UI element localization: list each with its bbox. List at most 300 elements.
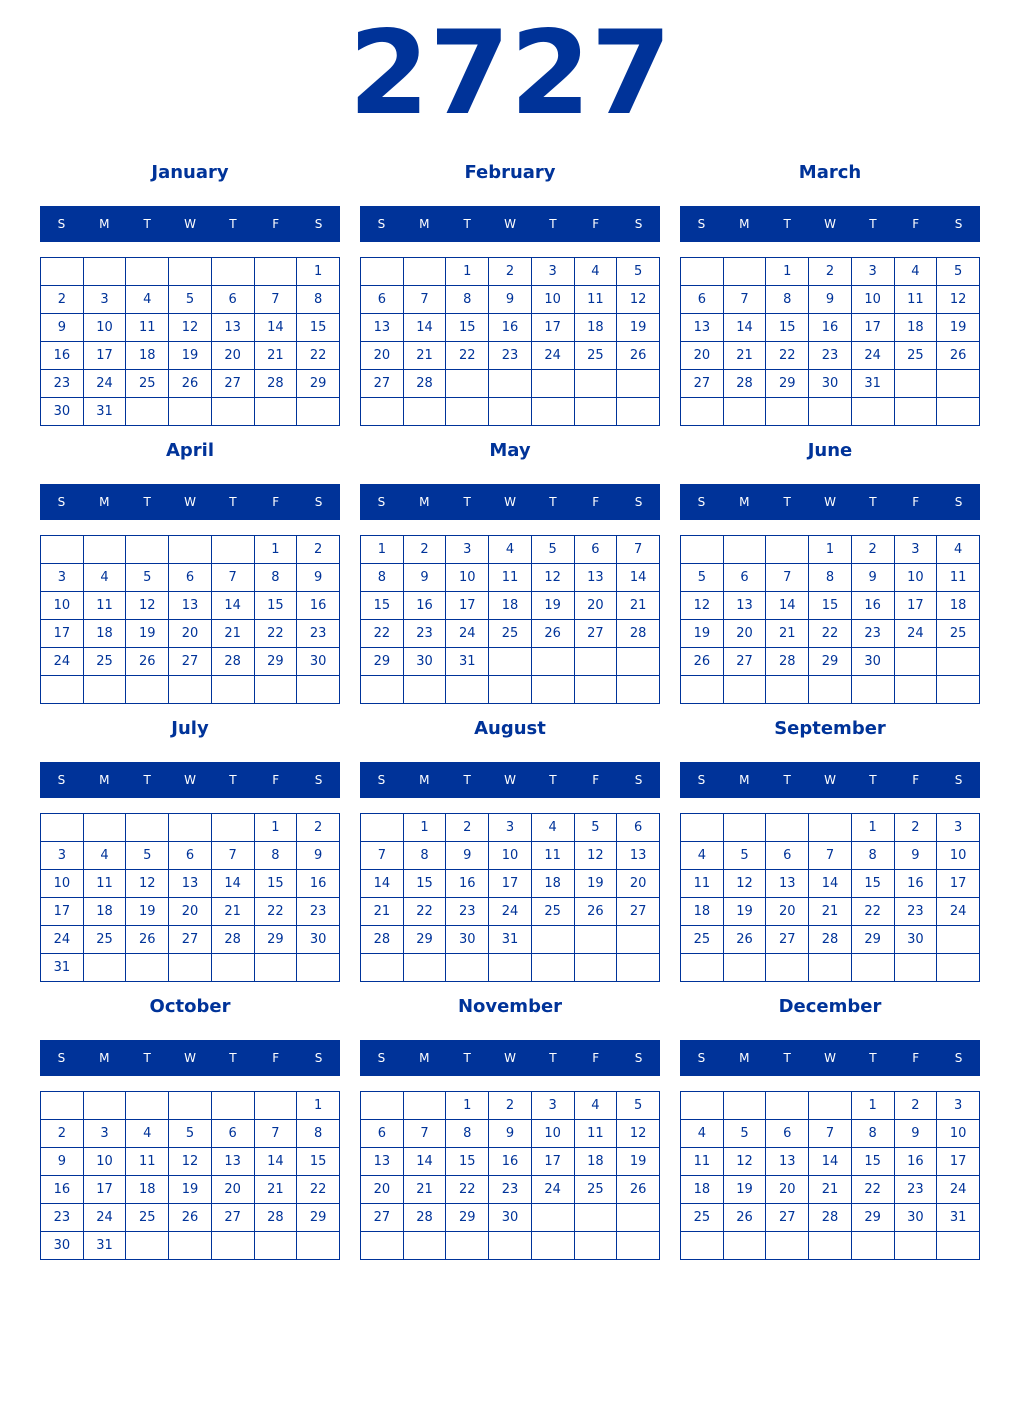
- empty-day-cell: [723, 536, 766, 564]
- empty-day-cell: [403, 1092, 446, 1120]
- day-grid: [680, 535, 980, 704]
- month-name: August: [474, 718, 546, 739]
- day-cell: 5: [169, 286, 212, 314]
- empty-day-cell: [489, 648, 532, 676]
- weekday-label: T: [783, 773, 791, 787]
- day-cell: 30: [41, 398, 84, 426]
- day-cell: 20: [211, 342, 254, 370]
- week-row: [41, 620, 340, 648]
- empty-day-cell: [809, 814, 852, 842]
- day-cell: 8: [403, 842, 446, 870]
- week-row: [41, 814, 340, 842]
- empty-day-cell: [169, 676, 212, 704]
- day-cell: 4: [126, 1120, 169, 1148]
- day-cell: 14: [254, 1148, 297, 1176]
- day-cell: 31: [83, 398, 126, 426]
- day-cell: 29: [361, 648, 404, 676]
- empty-day-cell: [361, 1232, 404, 1260]
- empty-day-cell: [894, 398, 937, 426]
- day-cell: 12: [681, 592, 724, 620]
- week-row: [361, 1232, 660, 1260]
- day-cell: 23: [446, 898, 489, 926]
- empty-day-cell: [361, 1092, 404, 1120]
- day-cell: 17: [531, 314, 574, 342]
- weekday-label: S: [57, 495, 66, 509]
- day-cell: 22: [766, 342, 809, 370]
- empty-day-cell: [211, 954, 254, 982]
- day-cell: 19: [126, 620, 169, 648]
- week-row: [41, 676, 340, 704]
- day-cell: 13: [574, 564, 617, 592]
- empty-day-cell: [574, 676, 617, 704]
- weekday-label: T: [463, 1051, 471, 1065]
- day-grid: [680, 1091, 980, 1260]
- week-row: [681, 1204, 980, 1232]
- day-cell: 21: [809, 1176, 852, 1204]
- weekday-label: S: [634, 217, 643, 231]
- week-row: [361, 342, 660, 370]
- month-name: July: [171, 718, 209, 739]
- week-row: [681, 842, 980, 870]
- weekday-label: T: [463, 217, 471, 231]
- weekday-label: M: [99, 495, 110, 509]
- week-row: [41, 954, 340, 982]
- week-row: [361, 870, 660, 898]
- day-cell: 2: [41, 1120, 84, 1148]
- day-cell: 27: [681, 370, 724, 398]
- week-row: [681, 1176, 980, 1204]
- empty-day-cell: [617, 926, 660, 954]
- day-cell: 31: [83, 1232, 126, 1260]
- day-cell: 16: [41, 1176, 84, 1204]
- day-cell: 14: [617, 564, 660, 592]
- day-cell: 24: [41, 926, 84, 954]
- weekday-label: M: [419, 217, 430, 231]
- day-cell: 7: [211, 564, 254, 592]
- empty-day-cell: [169, 536, 212, 564]
- weekday-label: S: [697, 773, 706, 787]
- week-row: [41, 1120, 340, 1148]
- empty-day-cell: [937, 1232, 980, 1260]
- empty-day-cell: [894, 648, 937, 676]
- week-row: [361, 398, 660, 426]
- day-cell: 3: [851, 258, 894, 286]
- day-grid: [40, 535, 340, 704]
- day-cell: 27: [617, 898, 660, 926]
- week-row: [361, 1204, 660, 1232]
- empty-day-cell: [617, 398, 660, 426]
- weekday-label: W: [824, 773, 836, 787]
- empty-day-cell: [574, 1204, 617, 1232]
- empty-day-cell: [211, 1232, 254, 1260]
- weekday-label: M: [419, 1051, 430, 1065]
- day-cell: 20: [723, 620, 766, 648]
- empty-day-cell: [766, 1232, 809, 1260]
- day-cell: 26: [169, 370, 212, 398]
- day-cell: 3: [83, 1120, 126, 1148]
- week-row: [681, 1092, 980, 1120]
- empty-day-cell: [211, 536, 254, 564]
- day-cell: 6: [361, 1120, 404, 1148]
- empty-day-cell: [211, 814, 254, 842]
- day-cell: 1: [254, 814, 297, 842]
- week-row: [681, 676, 980, 704]
- day-cell: 5: [126, 564, 169, 592]
- month-name: November: [457, 996, 563, 1017]
- day-cell: 4: [574, 1092, 617, 1120]
- empty-day-cell: [574, 1232, 617, 1260]
- week-row: [361, 1092, 660, 1120]
- day-cell: 29: [297, 370, 340, 398]
- day-cell: 29: [851, 1204, 894, 1232]
- day-cell: 11: [126, 314, 169, 342]
- empty-day-cell: [766, 398, 809, 426]
- day-cell: 11: [894, 286, 937, 314]
- month-name: February: [464, 162, 556, 183]
- empty-day-cell: [297, 954, 340, 982]
- weekday-label: S: [634, 1051, 643, 1065]
- week-row: [681, 398, 980, 426]
- day-cell: 25: [574, 342, 617, 370]
- weekday-label: S: [954, 495, 963, 509]
- weekday-label: F: [912, 773, 920, 787]
- week-row: [41, 536, 340, 564]
- weekday-label: T: [143, 1051, 151, 1065]
- empty-day-cell: [809, 1232, 852, 1260]
- day-cell: 12: [937, 286, 980, 314]
- weekday-header: [680, 762, 980, 798]
- week-row: [41, 258, 340, 286]
- day-cell: 8: [361, 564, 404, 592]
- empty-day-cell: [681, 954, 724, 982]
- empty-day-cell: [531, 1204, 574, 1232]
- day-cell: 12: [723, 1148, 766, 1176]
- day-cell: 7: [254, 286, 297, 314]
- day-cell: 19: [681, 620, 724, 648]
- empty-day-cell: [41, 258, 84, 286]
- day-grid: [680, 257, 980, 426]
- weekday-label: S: [314, 495, 323, 509]
- day-cell: 12: [617, 286, 660, 314]
- month-name: April: [165, 440, 215, 461]
- week-row: [681, 370, 980, 398]
- weekday-label: T: [869, 495, 877, 509]
- day-cell: 17: [41, 898, 84, 926]
- week-row: [681, 314, 980, 342]
- day-cell: 14: [766, 592, 809, 620]
- day-cell: 25: [83, 926, 126, 954]
- day-cell: 14: [403, 1148, 446, 1176]
- day-cell: 25: [574, 1176, 617, 1204]
- weekday-header: [360, 762, 660, 798]
- week-row: [361, 536, 660, 564]
- week-row: [41, 1092, 340, 1120]
- day-cell: 25: [489, 620, 532, 648]
- day-cell: 30: [894, 926, 937, 954]
- day-cell: 5: [723, 842, 766, 870]
- day-cell: 11: [531, 842, 574, 870]
- day-cell: 17: [531, 1148, 574, 1176]
- day-cell: 10: [937, 842, 980, 870]
- day-cell: 11: [681, 1148, 724, 1176]
- day-cell: 6: [211, 1120, 254, 1148]
- day-cell: 12: [126, 592, 169, 620]
- empty-day-cell: [531, 398, 574, 426]
- empty-day-cell: [489, 1232, 532, 1260]
- empty-day-cell: [937, 926, 980, 954]
- empty-day-cell: [574, 398, 617, 426]
- weekday-header: [40, 762, 340, 798]
- weekday-label: M: [419, 495, 430, 509]
- day-cell: 22: [446, 1176, 489, 1204]
- weekday-label: T: [143, 217, 151, 231]
- day-cell: 2: [489, 1092, 532, 1120]
- empty-day-cell: [851, 676, 894, 704]
- day-cell: 3: [83, 286, 126, 314]
- day-cell: 21: [254, 1176, 297, 1204]
- day-cell: 28: [809, 926, 852, 954]
- empty-day-cell: [531, 370, 574, 398]
- day-cell: 24: [851, 342, 894, 370]
- day-cell: 30: [297, 926, 340, 954]
- day-cell: 16: [403, 592, 446, 620]
- day-cell: 24: [531, 1176, 574, 1204]
- day-cell: 11: [489, 564, 532, 592]
- day-cell: 19: [126, 898, 169, 926]
- weekday-label: M: [419, 773, 430, 787]
- day-cell: 27: [211, 1204, 254, 1232]
- empty-day-cell: [851, 1232, 894, 1260]
- day-cell: 4: [937, 536, 980, 564]
- week-row: [361, 592, 660, 620]
- week-row: [681, 342, 980, 370]
- empty-day-cell: [894, 370, 937, 398]
- day-cell: 20: [361, 342, 404, 370]
- weekday-header: [40, 1040, 340, 1076]
- week-row: [681, 926, 980, 954]
- day-cell: 1: [297, 1092, 340, 1120]
- day-cell: 16: [894, 1148, 937, 1176]
- day-cell: 8: [446, 1120, 489, 1148]
- empty-day-cell: [723, 676, 766, 704]
- empty-day-cell: [489, 954, 532, 982]
- empty-day-cell: [489, 676, 532, 704]
- day-cell: 17: [446, 592, 489, 620]
- day-cell: 13: [681, 314, 724, 342]
- day-cell: 19: [574, 870, 617, 898]
- weekday-label: T: [229, 495, 237, 509]
- day-cell: 22: [361, 620, 404, 648]
- day-cell: 31: [851, 370, 894, 398]
- day-cell: 5: [574, 814, 617, 842]
- day-cell: 6: [361, 286, 404, 314]
- weekday-label: S: [377, 773, 386, 787]
- empty-day-cell: [211, 676, 254, 704]
- day-cell: 23: [297, 620, 340, 648]
- week-row: [361, 898, 660, 926]
- weekday-label: F: [592, 773, 600, 787]
- day-cell: 25: [126, 370, 169, 398]
- week-row: [681, 814, 980, 842]
- week-row: [41, 1204, 340, 1232]
- day-cell: 12: [723, 870, 766, 898]
- weekday-header: [680, 484, 980, 520]
- day-cell: 13: [361, 1148, 404, 1176]
- weekday-label: T: [143, 495, 151, 509]
- day-cell: 5: [617, 1092, 660, 1120]
- day-cell: 16: [489, 1148, 532, 1176]
- day-cell: 7: [403, 1120, 446, 1148]
- day-cell: 27: [169, 648, 212, 676]
- day-cell: 6: [211, 286, 254, 314]
- day-cell: 24: [41, 648, 84, 676]
- day-cell: 28: [403, 370, 446, 398]
- week-row: [41, 342, 340, 370]
- day-cell: 11: [681, 870, 724, 898]
- week-row: [681, 564, 980, 592]
- week-row: [361, 314, 660, 342]
- day-cell: 17: [894, 592, 937, 620]
- day-cell: 5: [723, 1120, 766, 1148]
- day-cell: 31: [446, 648, 489, 676]
- day-cell: 23: [403, 620, 446, 648]
- day-cell: 24: [83, 1204, 126, 1232]
- day-cell: 21: [254, 342, 297, 370]
- day-cell: 13: [169, 870, 212, 898]
- week-row: [361, 648, 660, 676]
- day-cell: 14: [211, 592, 254, 620]
- day-cell: 25: [681, 1204, 724, 1232]
- day-cell: 26: [617, 1176, 660, 1204]
- day-cell: 21: [403, 1176, 446, 1204]
- weekday-label: S: [954, 773, 963, 787]
- day-cell: 12: [126, 870, 169, 898]
- day-cell: 14: [211, 870, 254, 898]
- day-cell: 25: [937, 620, 980, 648]
- empty-day-cell: [531, 954, 574, 982]
- week-row: [361, 258, 660, 286]
- week-row: [361, 926, 660, 954]
- day-cell: 3: [937, 814, 980, 842]
- day-cell: 18: [489, 592, 532, 620]
- weekday-label: F: [272, 773, 280, 787]
- day-cell: 28: [211, 926, 254, 954]
- weekday-label: T: [783, 217, 791, 231]
- empty-day-cell: [126, 1232, 169, 1260]
- empty-day-cell: [169, 814, 212, 842]
- day-cell: 25: [894, 342, 937, 370]
- week-row: [361, 814, 660, 842]
- month-name: January: [151, 162, 229, 183]
- weekday-label: T: [143, 773, 151, 787]
- day-cell: 19: [723, 1176, 766, 1204]
- day-cell: 3: [531, 1092, 574, 1120]
- day-cell: 1: [766, 258, 809, 286]
- day-cell: 27: [574, 620, 617, 648]
- day-cell: 8: [851, 1120, 894, 1148]
- day-cell: 23: [41, 370, 84, 398]
- weekday-label: W: [184, 773, 196, 787]
- day-grid: [360, 813, 660, 982]
- empty-day-cell: [937, 648, 980, 676]
- empty-day-cell: [531, 926, 574, 954]
- day-cell: 13: [723, 592, 766, 620]
- day-cell: 1: [297, 258, 340, 286]
- day-cell: 24: [446, 620, 489, 648]
- empty-day-cell: [361, 676, 404, 704]
- day-cell: 27: [211, 370, 254, 398]
- weekday-label: S: [57, 773, 66, 787]
- empty-day-cell: [83, 676, 126, 704]
- day-cell: 3: [41, 842, 84, 870]
- day-grid: [40, 257, 340, 426]
- day-cell: 30: [851, 648, 894, 676]
- day-cell: 30: [809, 370, 852, 398]
- weekday-label: S: [377, 1051, 386, 1065]
- empty-day-cell: [489, 370, 532, 398]
- day-cell: 17: [83, 342, 126, 370]
- day-cell: 7: [254, 1120, 297, 1148]
- day-cell: 11: [937, 564, 980, 592]
- day-cell: 3: [937, 1092, 980, 1120]
- empty-day-cell: [851, 398, 894, 426]
- day-cell: 15: [446, 314, 489, 342]
- day-cell: 18: [894, 314, 937, 342]
- day-cell: 15: [766, 314, 809, 342]
- day-cell: 29: [809, 648, 852, 676]
- day-cell: 2: [403, 536, 446, 564]
- day-cell: 6: [617, 814, 660, 842]
- empty-day-cell: [126, 814, 169, 842]
- day-cell: 22: [297, 342, 340, 370]
- weekday-label: T: [549, 217, 557, 231]
- weekday-label: T: [229, 1051, 237, 1065]
- day-cell: 13: [617, 842, 660, 870]
- empty-day-cell: [766, 814, 809, 842]
- empty-day-cell: [937, 676, 980, 704]
- weekday-label: M: [739, 495, 750, 509]
- day-cell: 8: [446, 286, 489, 314]
- empty-day-cell: [617, 954, 660, 982]
- day-cell: 25: [126, 1204, 169, 1232]
- day-cell: 31: [937, 1204, 980, 1232]
- day-cell: 29: [766, 370, 809, 398]
- day-cell: 7: [211, 842, 254, 870]
- weekday-label: S: [314, 217, 323, 231]
- day-cell: 15: [851, 870, 894, 898]
- empty-day-cell: [254, 258, 297, 286]
- day-cell: 6: [766, 1120, 809, 1148]
- day-cell: 24: [83, 370, 126, 398]
- day-cell: 21: [211, 620, 254, 648]
- day-cell: 1: [361, 536, 404, 564]
- day-cell: 6: [169, 842, 212, 870]
- day-cell: 9: [41, 1148, 84, 1176]
- day-cell: 9: [297, 842, 340, 870]
- day-grid: [680, 813, 980, 982]
- empty-day-cell: [126, 1092, 169, 1120]
- day-cell: 26: [723, 1204, 766, 1232]
- day-cell: 22: [851, 1176, 894, 1204]
- empty-day-cell: [617, 648, 660, 676]
- empty-day-cell: [254, 398, 297, 426]
- empty-day-cell: [766, 1092, 809, 1120]
- day-cell: 28: [254, 1204, 297, 1232]
- day-cell: 29: [403, 926, 446, 954]
- empty-day-cell: [41, 1092, 84, 1120]
- day-cell: 21: [809, 898, 852, 926]
- weekday-header: [40, 484, 340, 520]
